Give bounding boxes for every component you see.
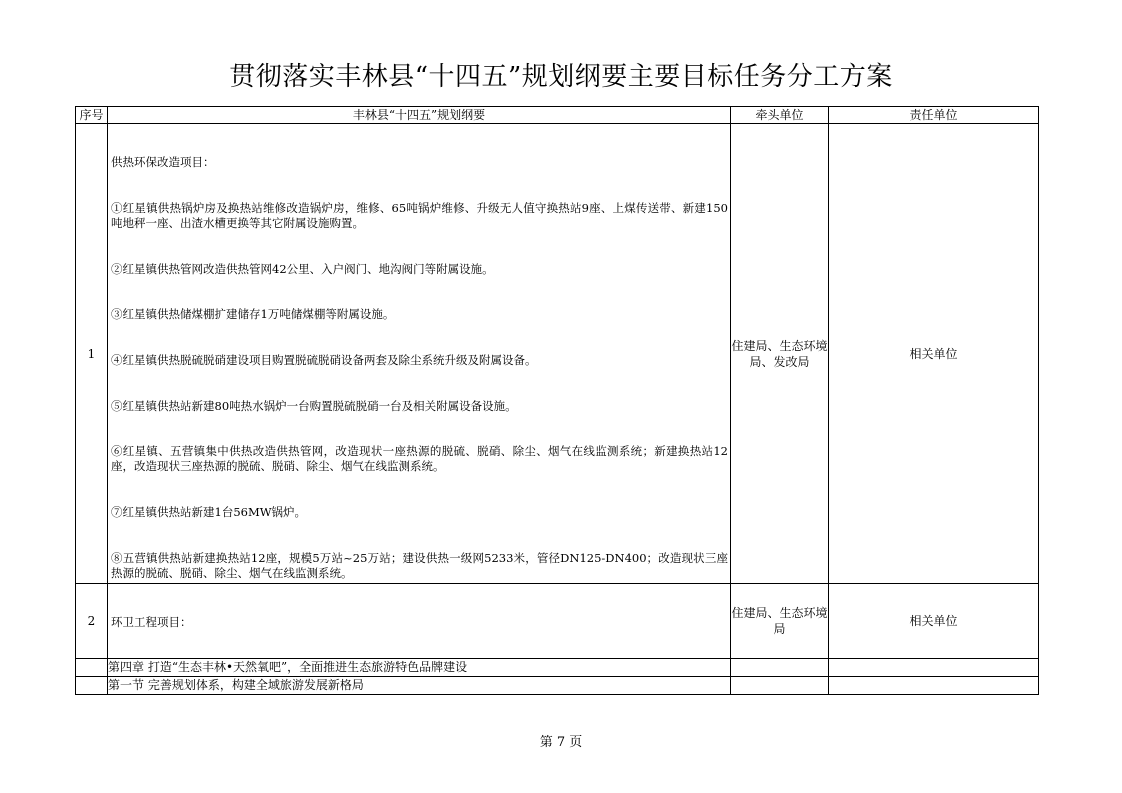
plan-line: ①红星镇供热锅炉房及换热站维修改造锅炉房，维修、65吨锅炉维修、升级无人值守换热站9座、上煤传送带、新建150吨地秤一座、出渣水槽更换等其它附属设施购置。 (111, 201, 728, 231)
table-row (76, 584, 1039, 659)
task-table (75, 106, 1039, 695)
plan-cell (108, 584, 731, 659)
plan-text (108, 124, 730, 583)
plan-line: ⑦红星镇供热站新建1台56MW锅炉。 (111, 505, 307, 520)
chapter-heading: 第四章 打造“生态丰林•天然氧吧”，全面推进生态旅游特色品牌建设 (108, 659, 731, 677)
row-number: 1 (76, 124, 108, 584)
plan-line: ④红星镇供热脱硫脱硝建设项目购置脱硫脱硝设备两套及除尘系统升级及附属设备。 (111, 353, 537, 368)
plan-cell (108, 124, 731, 584)
plan-line: ⑤红星镇供热站新建80吨热水锅炉一台购置脱硫脱硝一台及相关附属设备设施。 (111, 398, 517, 413)
document-title: 贯彻落实丰林县“十四五”规划纲要主要目标任务分工方案 (229, 62, 893, 92)
responsible-unit: 相关单位 (829, 124, 1039, 584)
plan-line: ⑥红星镇、五营镇集中供热改造供热管网，改造现状一座热源的脱硫、脱硝、除尘、烟气在线监测系统；新建换热站12座，改造现状三座热源的脱硫、脱硝、除尘、烟气在线监测系统。 (111, 444, 728, 474)
header-resp: 责任单位 (829, 107, 1039, 124)
plan-line: 环卫工程项目： (111, 615, 192, 630)
plan-line: ⑧五营镇供热站新建换热站12座，规模5万站~25万站；建设供热一级网5233米，管径DN125-DN400；改造现状三座热源的脱硫、脱硝、除尘、烟气在线监测系统。 (111, 550, 728, 580)
lead-unit: 住建局、生态环境局、发改局 (731, 124, 829, 584)
section-row (76, 677, 1039, 695)
header-plan: 丰林县“十四五”规划纲要 (108, 107, 731, 124)
table-header-row (76, 107, 1039, 124)
header-no: 序号 (76, 107, 108, 124)
plan-line: 供热环保改造项目： (111, 155, 215, 170)
row-number: 2 (76, 584, 108, 659)
responsible-unit: 相关单位 (829, 584, 1039, 659)
lead-unit: 住建局、生态环境局 (731, 584, 829, 659)
chapter-row (76, 659, 1039, 677)
header-lead: 牵头单位 (731, 107, 829, 124)
table-row (76, 124, 1039, 584)
page-number: 第 7 页 (539, 735, 583, 750)
plan-line: ③红星镇供热储煤棚扩建储存1万吨储煤棚等附属设施。 (111, 307, 395, 322)
plan-line: ②红星镇供热管网改造供热管网42公里、入户阀门、地沟阀门等附属设施。 (111, 261, 494, 276)
plan-text (108, 584, 730, 658)
section-heading: 第一节 完善规划体系，构建全域旅游发展新格局 (108, 677, 731, 695)
